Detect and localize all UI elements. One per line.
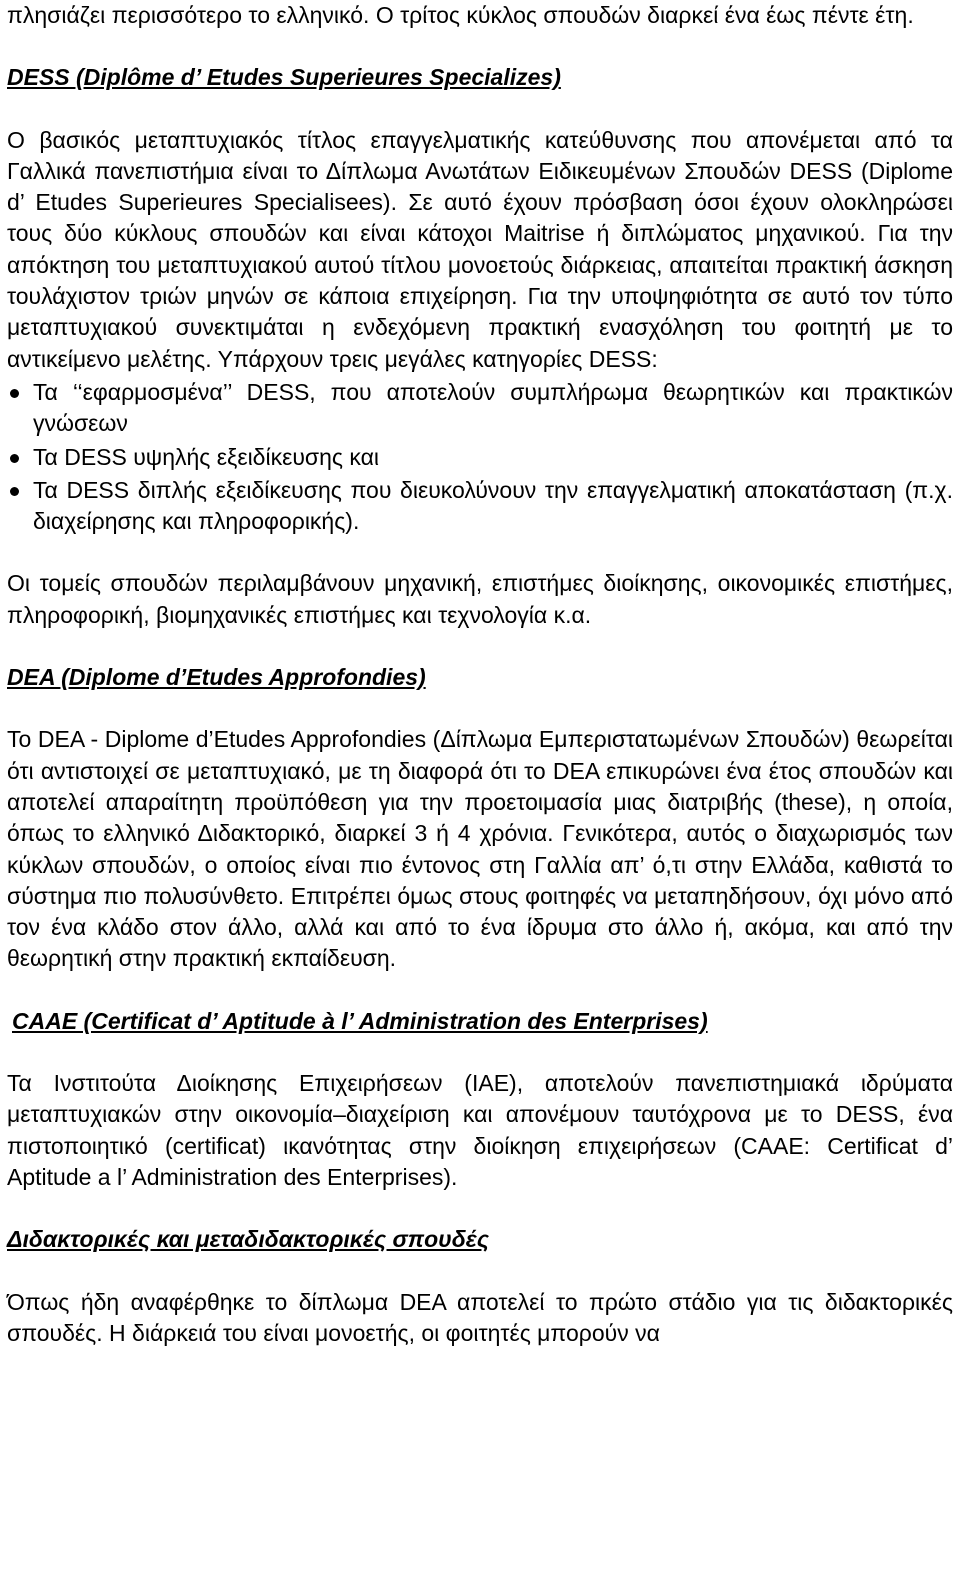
dess-sectors-paragraph: Οι τομείς σπουδών περιλαμβάνουν μηχανική, επιστήμες διοίκησης, οικονομικές επιστήμες, πληροφορική, βιομηχανικές επιστήμες και τεχνολογία κ.α. [7,570,953,628]
list-item-text: Τα DESS υψηλής εξειδίκευσης και [33,443,380,470]
caae-paragraph: Τα Ινστιτούτα Διοίκησης Επιχειρήσεων (IAE), αποτελούν πανεπιστημιακά ιδρύματα μεταπτυχιακών στην οικονομία–διαχείριση και απονέμουν ταυτόχρονα με το DESS, ένα πιστοποιητικό (certificat) ικανότητας στην διοίκηση επιχειρήσεων (CAAE: Certificat d’ Aptitude a l’ Administration des Enterprises). [7,1070,953,1190]
list-item-text: Τα DESS διπλής εξειδίκευσης που διευκολύνουν την επαγγελματική αποκατάσταση (π.χ. διαχείρησης και πληροφορικής). [33,476,953,535]
dess-categories-list [7,377,953,537]
list-item [7,475,953,538]
dea-paragraph: Το DEA - Diplome d’Etudes Approfondies (Δίπλωμα Εμπεριστατωμένων Σπουδών) θεωρείται ότι αντιστοιχεί σε μεταπτυχιακό, με τη διαφορά ότι το DEA επικυρώνει ένα έτος σπουδών και αποτελεί απαραίτητη προϋπόθεση για την προετοιμασία μιας διατριβής (these), η οποία, όπως το ελληνικό Διδακτορικό, διαρκεί 3 ή 4 χρόνια. Γενικότερα, αυτός ο διαχωρισμός των κύκλων σπουδών, ο οποίος είναι πιο έντονος στη Γαλλία απ’ ό,τι στην Ελλάδα, καθιστά το σύστημα πιο πολυσύνθετο. Επιτρέπει όμως στους φοιτηφές να μεταπηδήσουν, όχι μόνο από τον ένα κλάδο στον άλλο, αλλά και από το ένα ίδρυμα στο άλλο ή, ακόμα, και από την θεωρητική στην πρακτική εκπαίδευση. [7,726,953,972]
dess-heading: DESS (Diplôme d’ Etudes Superieures Specializes) [7,64,561,91]
dess-paragraph: Ο βασικός μεταπτυχιακός τίτλος επαγγελματικής κατεύθυνσης που απονέμεται από τα Γαλλικά πανεπιστήμια είναι το Δίπλωμα Ανωτάτων Ειδικευμένων Σπουδών DESS (Diplome d’ Etudes Superieures Specialisees). Σε αυτό έχουν πρόσβαση όσοι έχουν ολοκληρώσει τους δύο κύκλους σπουδών και είναι κάτοχοι Maitrise ή διπλώματος μηχανικού. Για την απόκτηση του μεταπτυχιακού αυτού τίτλου μονοετούς διάρκειας, απαιτείται πρακτική άσκηση τουλάχιστον τριών μηνών σε κάποια επιχείρηση. Για την υποψηφιότητα σε αυτό τον τύπο μεταπτυχιακού συνεκτιμάται η ενδεχόμενη πρακτική ενασχόληση του φοιτητή με το αντικείμενο μελέτης. Υπάρχουν τρεις μεγάλες κατηγορίες DESS: [7,126,953,372]
bullet-icon [10,389,19,398]
list-item [7,442,953,473]
doctoral-heading: Διδακτορικές και μεταδιδακτορικές σπουδές [7,1226,490,1253]
caae-heading: CAAE (Certificat d’ Aptitude à l’ Administration des Enterprises) [12,1007,708,1034]
list-item-text: Τα ‘‘εφαρμοσμένα’’ DESS, που αποτελούν συμπλήρωμα θεωρητικών και πρακτικών γνώσεων [33,378,953,437]
bullet-icon [10,454,19,463]
doctoral-paragraph: Όπως ήδη αναφέρθηκε το δίπλωμα DEA αποτελεί το πρώτο στάδιο για τις διδακτορικές σπουδές. Η διάρκειά του είναι μονοετής, οι φοιτητές μπορούν να [7,1288,953,1346]
intro-paragraph: πλησιάζει περισσότερο το ελληνικό. Ο τρίτος κύκλος σπουδών διαρκεί ένα έως πέντε έτη. [7,2,914,28]
dea-heading: DEA (Diplome d’Etudes Approfondies) [7,664,426,691]
bullet-icon [10,487,19,496]
document-page [7,0,953,1349]
list-item [7,377,953,440]
